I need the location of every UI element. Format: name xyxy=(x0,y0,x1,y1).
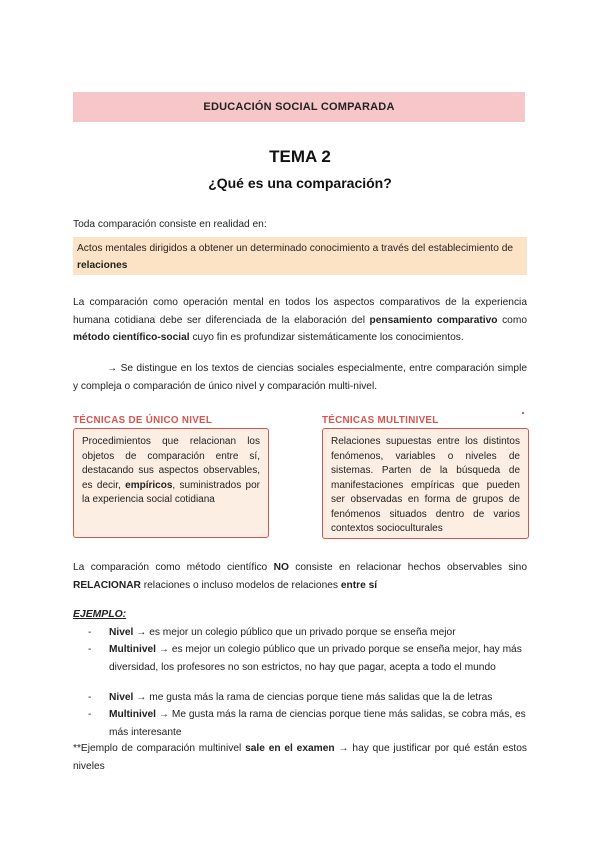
list-dash: - xyxy=(88,709,92,720)
paragraph-method xyxy=(73,559,527,594)
label-multinivel: TÉCNICAS MULTINIVEL xyxy=(322,415,439,426)
unico-text-c: , suministrados por la experiencia social cotidiana xyxy=(82,479,260,505)
example-heading: EJEMPLO: xyxy=(73,609,127,620)
para3-text-e: relaciones o incluso modelos de relaciones xyxy=(140,579,341,591)
note-text-a: **Ejemplo de comparación multinivel xyxy=(73,743,246,754)
unico-bold: empíricos xyxy=(125,479,173,491)
paragraph-distinction: → Se distingue en los textos de ciencias sociales especialmente, entre comparación simple y compleja o comparación de único nivel y comparación multi-nivel. xyxy=(73,363,527,392)
item-bold: Nivel xyxy=(109,692,134,703)
list-item xyxy=(88,624,528,642)
multi-text: Relaciones supuestas entre los distintos fenómenos, variables o niveles de sistemas. Parten de la búsqueda de manifestaciones empíricas que pueden ser observadas en forma de grupos de fenómenos situados dentro de varios contextos socioculturales xyxy=(331,436,520,534)
note-text-c: → hay que justificar por qué están estos niveles xyxy=(73,743,527,772)
page-title: TEMA 2 xyxy=(269,147,331,166)
list-dash: - xyxy=(88,692,92,703)
item-text: → me gusta más la rama de ciencias porque tiene más salidas que la de letras xyxy=(133,692,493,703)
list-dash: - xyxy=(88,644,92,655)
course-title: EDUCACIÓN SOCIAL COMPARADA xyxy=(203,101,395,113)
unico-text-a: Procedimientos que relacionan los objetos de comparación entre sí, destacando sus aspectos observables, es decir, xyxy=(82,436,260,491)
para1-bold-b: pensamiento comparativo xyxy=(369,314,498,326)
box-unico-nivel xyxy=(73,428,269,538)
label-unico-nivel: TÉCNICAS DE ÚNICO NIVEL xyxy=(73,415,213,426)
para3-text-a: La comparación como método científico xyxy=(73,562,274,573)
list-item xyxy=(88,689,528,707)
item-text: → es mejor un colegio público que un privado porque se enseña mejor, hay más diversidad, los profesores no son estrictos, no hay que pagar, acepta a todo el mundo xyxy=(109,644,522,673)
para1-text-a: La comparación como operación mental en todos los aspectos comparativos de la experiencia humana cotidiana debe ser diferenciada de la elaboración del xyxy=(73,297,527,326)
item-text: → Me gusta más la rama de ciencias porque tiene más salidas, se cobra más, es más interesante xyxy=(109,709,526,738)
note-bold: sale en el examen xyxy=(245,743,335,754)
item-bold: Nivel xyxy=(109,627,134,638)
para1-text-e: cuyo fin es profundizar sistemáticamente los conocimientos. xyxy=(189,332,464,343)
item-bold: Multinivel xyxy=(109,709,156,720)
box-multinivel xyxy=(322,428,529,539)
list-dash: - xyxy=(88,627,92,638)
definition-bold: relaciones xyxy=(77,260,128,271)
list-item xyxy=(88,641,528,676)
list-item xyxy=(88,706,528,741)
para3-bold-relacionar: RELACIONAR xyxy=(73,579,141,591)
para1-bold-d: método científico-social xyxy=(73,332,190,343)
para3-text-c: consiste en relacionar hechos observables sino xyxy=(288,562,527,573)
intro-lead: Toda comparación consiste en realidad en: xyxy=(73,219,267,230)
item-text: → es mejor un colegio público que un privado porque se enseña mejor xyxy=(133,627,456,638)
definition-highlight xyxy=(73,237,527,275)
para3-bold-entre: entre sí xyxy=(340,579,378,591)
para1-text-c: como xyxy=(497,314,527,326)
paragraph-comparison xyxy=(73,294,527,347)
decorative-dot xyxy=(522,412,524,414)
page-subtitle: ¿Qué es una comparación? xyxy=(208,175,392,191)
exam-note xyxy=(73,740,527,775)
definition-text: Actos mentales dirigidos a obtener un determinado conocimiento a través del establecimiento de xyxy=(77,243,514,254)
para3-bold-no: NO xyxy=(273,562,289,573)
course-title-band xyxy=(73,92,525,122)
item-bold: Multinivel xyxy=(109,644,156,655)
